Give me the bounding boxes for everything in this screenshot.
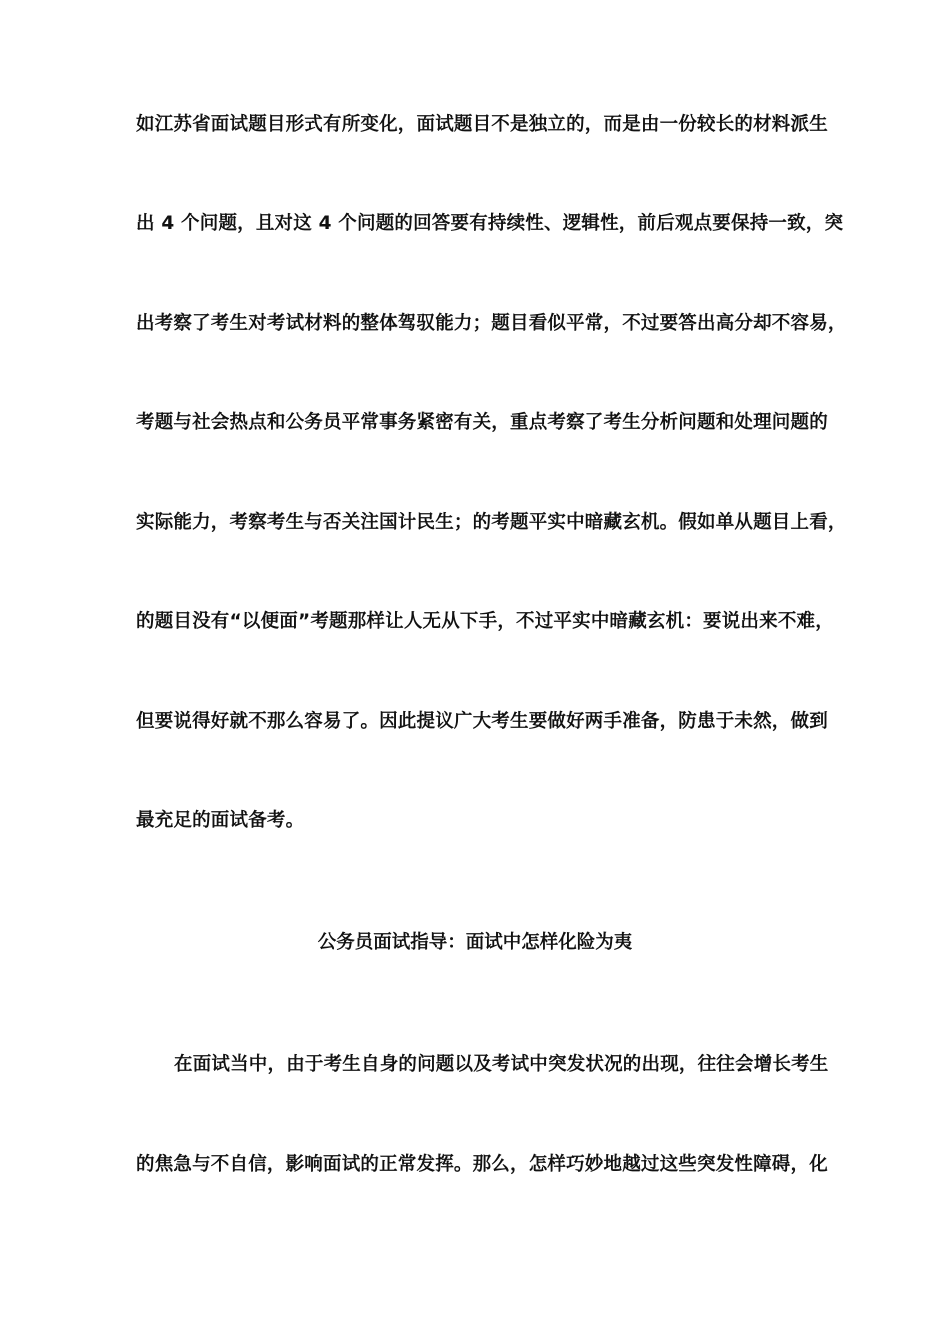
paragraph-1-line-1: 如江苏省面试题目形式有所变化，面试题目不是独立的，而是由一份较长的材料派生 xyxy=(136,114,828,135)
paragraph-1-line-2: 出 4 个问题，且对这 4 个问题的回答要有持续性、逻辑性，前后观点要保持一致，突 xyxy=(136,213,844,234)
paragraph-1-line-4: 考题与社会热点和公务员平常事务紧密有关，重点考察了考生分析问题和处理问题的 xyxy=(136,412,828,433)
paragraph-1-line-5: 实际能力，考察考生与否关注国计民生；的考题平实中暗藏玄机。假如单从题目上看， xyxy=(136,512,847,533)
paragraph-1-line-8: 最充足的面试备考。 xyxy=(136,810,305,831)
paragraph-1-line-3: 出考察了考生对考试材料的整体驾驭能力；题目看似平常，不过要答出高分却不容易， xyxy=(136,313,847,334)
paragraph-2-line-2: 的焦急与不自信，影响面试的正常发挥。那么，怎样巧妙地越过这些突发性障碍，化 xyxy=(136,1154,828,1175)
section-title: 公务员面试指导：面试中怎样化险为夷 xyxy=(317,932,633,953)
paragraph-1-line-7: 但要说得好就不那么容易了。因此提议广大考生要做好两手准备，防患于未然，做到 xyxy=(136,711,828,732)
paragraph-2-line-1: 在面试当中，由于考生自身的问题以及考试中突发状况的出现，往往会增长考生 xyxy=(174,1054,829,1075)
paragraph-1-line-6: 的题目没有“以便面”考题那样让人无从下手，不过平实中暗藏玄机：要说出来不难， xyxy=(136,611,834,632)
